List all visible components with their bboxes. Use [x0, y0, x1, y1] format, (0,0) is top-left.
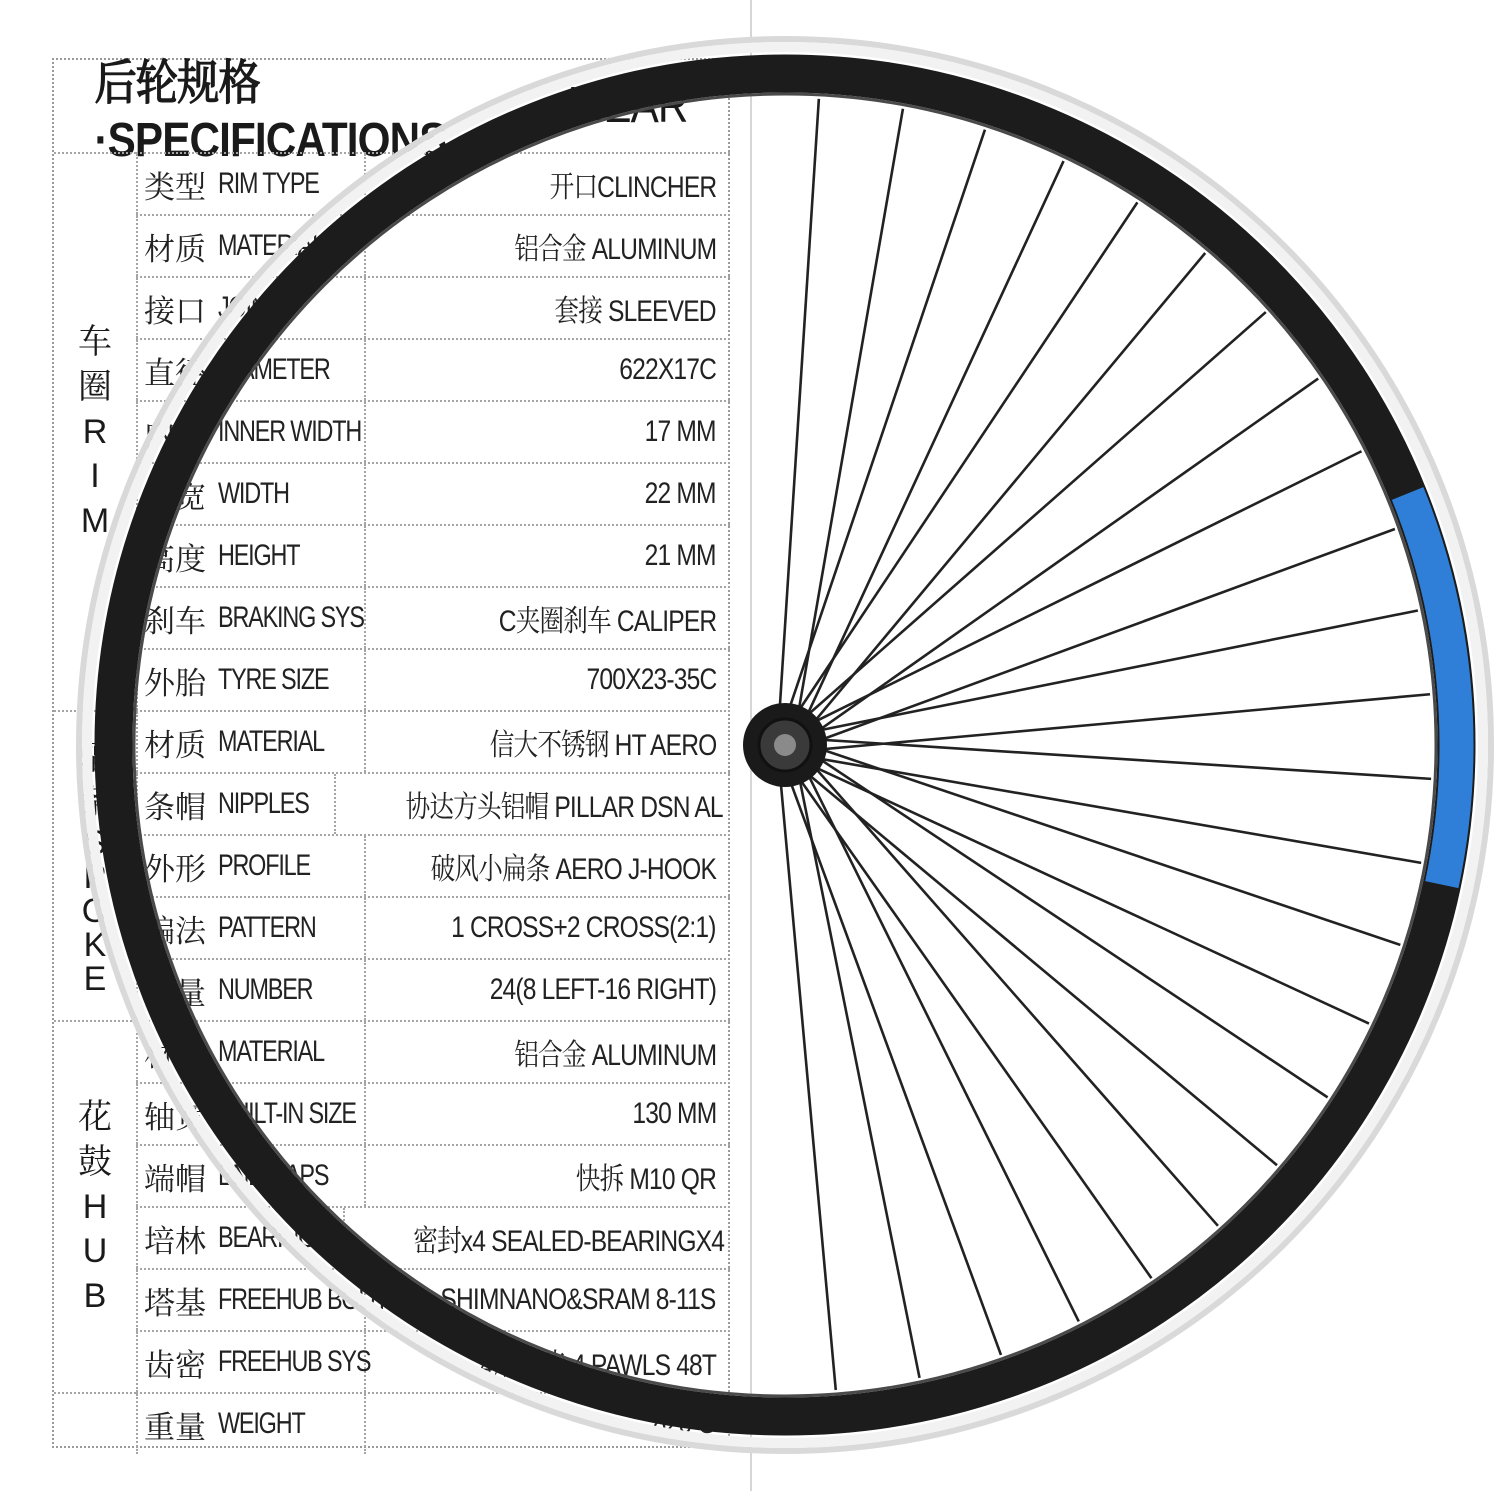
spec-label [136, 898, 366, 958]
spec-value-cell [366, 1084, 730, 1144]
spec-label [136, 650, 366, 710]
spoke [815, 529, 1395, 742]
group-char: U [82, 1232, 108, 1271]
spec-label-cn: 重量 [144, 1409, 206, 1445]
spec-label-en: INNER WIDTH [218, 415, 362, 448]
spoke [810, 762, 1218, 1226]
spec-label-cn: 外形 [144, 851, 206, 887]
spec-value: 17 MM [644, 415, 716, 448]
spec-row [136, 958, 730, 1020]
spec-label-en: MATERIAL [218, 725, 324, 758]
spec-value-cell [366, 836, 730, 896]
group-char: H [82, 1187, 108, 1226]
spec-label-en: TYRE SIZE [218, 663, 329, 696]
spec-label-cn: 材质 [144, 1037, 206, 1073]
spec-label-cn: 材质 [144, 727, 206, 763]
group-char: 圈 [78, 367, 112, 406]
spec-value: C夹圈刹车 CALIPER [498, 605, 716, 638]
spec-value: 130 MM [632, 1097, 716, 1130]
spec-value: 820 G [653, 1407, 716, 1440]
spec-row [136, 1206, 730, 1268]
spec-label-cn: 材质 [144, 231, 206, 267]
spec-value-cell [366, 650, 730, 710]
spec-value-cell [366, 588, 730, 648]
spec-label-en: MATERIAL [218, 1035, 324, 1068]
spec-label-cn: 条帽 [144, 789, 206, 825]
spec-row [136, 772, 730, 834]
spec-label-cn: 端帽 [144, 1161, 206, 1197]
spec-label-en: BUILT-IN SIZE [218, 1097, 356, 1130]
spec-value-cell [366, 960, 730, 1020]
spec-label-cn: 编法 [144, 913, 206, 949]
spec-label-cn: 齿密 [144, 1347, 206, 1383]
spec-value-cell [366, 340, 730, 400]
spec-value-cell [366, 402, 730, 462]
group-label-hub [54, 1020, 136, 1392]
spoke [802, 769, 1277, 1165]
spec-row [136, 586, 730, 648]
spec-value: SHIMNANO&SRAM 8-11S [440, 1283, 716, 1316]
group-char: 车 [78, 322, 112, 361]
spec-value-cell [366, 526, 730, 586]
group-char: I [90, 457, 100, 496]
spec-value: 铝合金 ALUMINUM [513, 233, 716, 266]
spoke [802, 312, 1266, 720]
group-char: B [83, 1277, 107, 1316]
group-char: 鼓 [78, 1142, 112, 1181]
title-main: 后轮规格·SPECIFICATIONS [94, 57, 447, 167]
spec-value: 破风小扁条 AERO J-HOOK [430, 853, 716, 886]
group-char: M [80, 502, 110, 541]
spec-value: 700X23-35C [586, 663, 716, 696]
spec-label-en: BEARING [218, 1221, 316, 1254]
spec-label-cn: 数量 [144, 975, 206, 1011]
spec-label-cn: 外胎 [144, 665, 206, 701]
spec-label-en: JOINT [218, 291, 280, 324]
spoke [780, 775, 836, 1390]
spec-value-cell [366, 898, 730, 958]
spec-table [52, 58, 730, 1448]
group-char: P [83, 857, 107, 896]
spoke [809, 253, 1205, 728]
group-char: 花 [78, 1097, 112, 1136]
spec-label-cn: 刹车 [144, 603, 206, 639]
spec-label [136, 774, 336, 834]
spoke [815, 747, 1400, 945]
spec-row [136, 214, 730, 276]
spec-label-en: NUMBER [218, 973, 313, 1006]
group-char: E [83, 959, 107, 998]
spec-label [136, 836, 366, 896]
spec-label-cn: 高度 [144, 541, 206, 577]
spec-label-cn: 类型 [144, 169, 206, 205]
spec-row [136, 648, 730, 710]
spec-value: 信大不锈钢 HT AERO [489, 729, 716, 762]
spec-label-cn: 内宽 [144, 417, 206, 453]
spec-row [136, 834, 730, 896]
spec-value: 铝合金 ALUMINUM [513, 1039, 716, 1072]
spoke [808, 764, 1369, 1023]
spec-label-en: END CAPS [218, 1159, 329, 1192]
spec-value-cell [336, 774, 737, 834]
spec-row [136, 462, 730, 524]
spec-label-cn: 外宽 [144, 479, 206, 515]
spec-label-en: FREEHUB BODY [218, 1283, 389, 1316]
spec-label-cn: 培林 [144, 1223, 206, 1259]
spoke [788, 775, 1001, 1355]
group-char: S [83, 823, 107, 862]
spec-value: 开口CLINCHER [549, 171, 716, 204]
spec-value-cell [366, 712, 730, 772]
spec-value: 1 CROSS+2 CROSS(2:1) [451, 911, 716, 944]
spec-label-en: DIAMETER [218, 353, 330, 386]
spec-value-cell [366, 1146, 730, 1206]
hub-axle [774, 734, 796, 756]
group-char: 辐 [78, 739, 112, 778]
spec-value: 协达方头铝帽 PILLAR DSN AL [405, 791, 724, 824]
spoke [805, 768, 1079, 1322]
spec-label-en: WIDTH [218, 477, 289, 510]
spec-value: 21 MM [644, 539, 716, 572]
rear-wheel-image [752, 0, 1500, 1491]
spec-value-cell [345, 1208, 738, 1268]
spec-label-cn: 接口 [144, 293, 206, 329]
spec-label-en: FREEHUB SYS [218, 1345, 371, 1378]
spec-label [136, 1332, 371, 1392]
spec-label-cn: 塔基 [144, 1285, 206, 1321]
spec-value: 4爪48齿 4 PAWLS 48T [479, 1349, 716, 1382]
spec-value: 22 MM [644, 477, 716, 510]
spec-label-en: WEIGHT [218, 1407, 305, 1440]
spec-label [136, 712, 366, 772]
spec-label-en: BRAKING SYS [218, 601, 364, 634]
spoke [815, 694, 1430, 750]
spec-value-cell [366, 464, 730, 524]
spec-label [136, 588, 366, 648]
spec-value-cell [366, 1022, 730, 1082]
spec-label-cn: 轴宽 [144, 1099, 206, 1135]
group-char: 条 [78, 784, 112, 822]
spec-label-en: RIM TYPE [218, 167, 319, 200]
spec-label-en: HEIGHT [218, 539, 300, 572]
group-char: O [81, 891, 109, 930]
spoke [795, 202, 1138, 716]
spec-value-cell [366, 278, 730, 338]
spec-row [136, 896, 730, 958]
spec-row [136, 710, 730, 772]
spec-value: 24(8 LEFT-16 RIGHT) [489, 973, 716, 1006]
spoke [808, 451, 1362, 725]
spec-label [136, 1394, 366, 1454]
spec-value: 密封x4 SEALED-BEARINGX4 [412, 1225, 724, 1258]
spec-label-en: PATTERN [218, 911, 316, 944]
spec-label-cn: 直径 [144, 355, 206, 391]
spec-label [136, 526, 366, 586]
spec-value: 622X17C [619, 353, 716, 386]
spec-row [136, 524, 730, 586]
spec-value: 套接 SLEEVED [554, 295, 716, 328]
spoke [813, 755, 1327, 1098]
spec-label-en: MATERIAL [218, 229, 324, 262]
group-char: R [82, 412, 108, 451]
group-label-empty [54, 1392, 136, 1454]
spec-value: 快拆 M10 QR [575, 1163, 716, 1196]
title-suffix: /REAR [562, 79, 688, 133]
spec-row [136, 1020, 730, 1082]
spec-label-en: PROFILE [218, 849, 310, 882]
spoke [804, 161, 1063, 722]
spoke [787, 130, 985, 715]
spec-label-en: NIPPLES [218, 787, 309, 820]
spec-value-cell [366, 216, 730, 276]
group-char: K [83, 925, 107, 964]
